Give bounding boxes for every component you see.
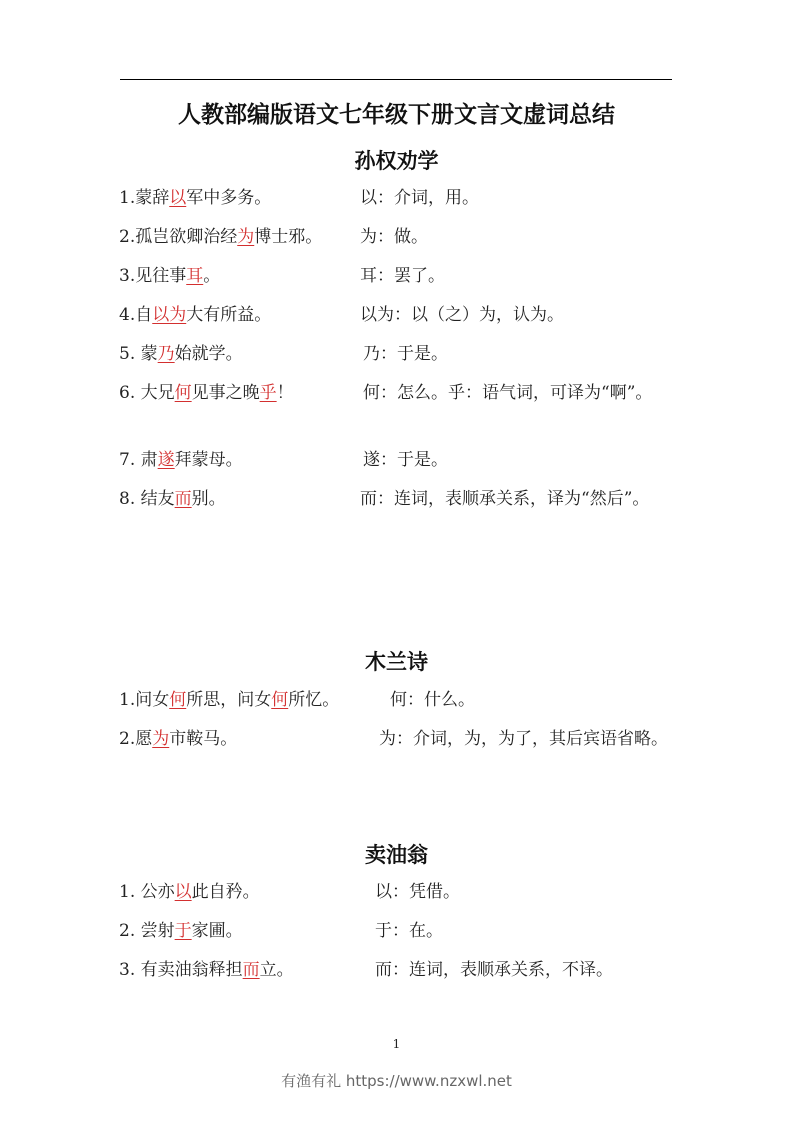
explanation: 乃：于是。	[363, 344, 448, 364]
page-number: 1	[392, 1037, 401, 1051]
explanation: 于：在。	[375, 921, 443, 941]
document-title: 人教部编版语文七年级下册文言文虚词总结	[178, 102, 615, 128]
header-rule	[120, 79, 672, 80]
sentence: 3. 有卖油翁释担而立。	[119, 960, 294, 980]
function-word: 而	[174, 489, 192, 509]
sentence: 2. 尝射于家圃。	[119, 921, 243, 941]
function-word: 乃	[157, 344, 175, 364]
footer-watermark: 有渔有礼 https://www.nzxwl.net	[281, 1072, 512, 1090]
section-title-sunquan: 孙权劝学	[354, 149, 439, 173]
function-word: 于	[174, 921, 192, 941]
sentence: 6. 大兄何见事之晚乎！	[119, 383, 294, 403]
function-word: 遂	[157, 450, 175, 470]
explanation: 以：凭借。	[375, 882, 460, 902]
sentence: 2.孤岂欲卿治经为博士邪。	[119, 227, 323, 247]
explanation: 遂：于是。	[363, 450, 448, 470]
function-word: 而	[242, 960, 260, 980]
explanation: 以为：以（之）为，认为。	[360, 305, 564, 325]
function-word: 为	[152, 729, 170, 749]
explanation: 为：做。	[360, 227, 428, 247]
section-title-mulan: 木兰诗	[365, 650, 428, 674]
explanation: 为：介词，为，为了，其后宾语省略。	[379, 729, 668, 749]
explanation: 何：怎么。乎：语气词，可译为“啊”。	[363, 383, 653, 403]
function-word: 乎	[259, 383, 277, 403]
function-word: 以为	[152, 305, 187, 325]
sentence: 4.自以为大有所益。	[119, 305, 272, 325]
sentence: 3.见往事耳。	[119, 266, 221, 286]
sentence: 1.蒙辞以军中多务。	[119, 188, 272, 208]
sentence: 8. 结友而别。	[119, 489, 226, 509]
function-word: 以	[169, 188, 187, 208]
sentence: 1.问女何所思，问女何所忆。	[119, 690, 340, 710]
function-word: 何	[271, 690, 289, 710]
explanation: 以：介词，用。	[360, 188, 479, 208]
explanation: 而：连词，表顺承关系，不译。	[375, 960, 613, 980]
sentence: 5. 蒙乃始就学。	[119, 344, 243, 364]
function-word: 为	[237, 227, 255, 247]
function-word: 何	[174, 383, 192, 403]
function-word: 何	[169, 690, 187, 710]
function-word: 以	[174, 882, 192, 902]
sentence: 2.愿为市鞍马。	[119, 729, 238, 749]
sentence: 7. 肃遂拜蒙母。	[119, 450, 243, 470]
explanation: 而：连词，表顺承关系，译为“然后”。	[360, 489, 650, 509]
explanation: 何：什么。	[390, 690, 475, 710]
explanation: 耳：罢了。	[360, 266, 445, 286]
section-title-maiyouweng: 卖油翁	[365, 843, 428, 867]
function-word: 耳	[186, 266, 204, 286]
sentence: 1. 公亦以此自矜。	[119, 882, 260, 902]
